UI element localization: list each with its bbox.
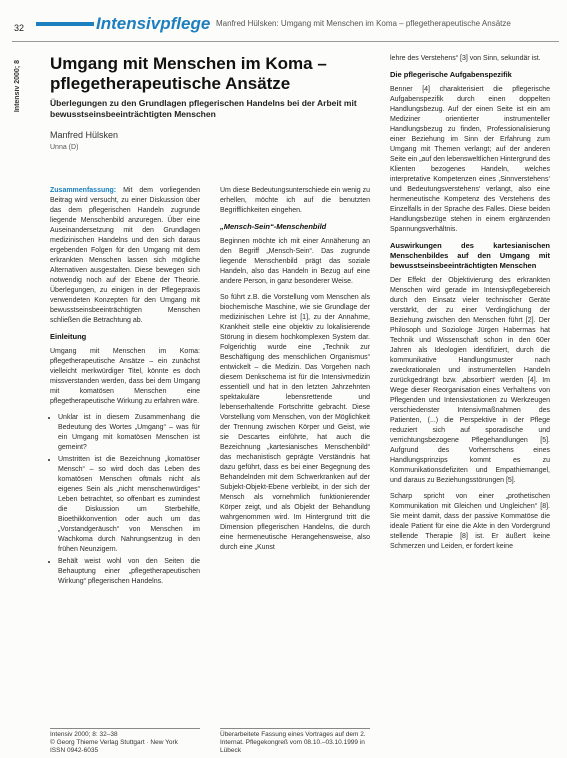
- footnote-text: Überarbeitete Fassung eines Vortrages auf dem 2. Internat. Pflegekongreß vom 08.10.–03.10.1999 in Lübeck: [220, 731, 366, 754]
- paragraph: Beginnen möchte ich mit einer Annäherung an den Begriff „Mensch-Sein“. Das zugrunde liegende Menschenbild prägt das soziale Handeln, also das Handeln in Bezug auf eine andere Person, in ganz besonderer Weise.: [220, 238, 370, 285]
- section-heading-intro: Einleitung: [50, 332, 87, 341]
- citation-footer: [50, 728, 200, 755]
- paragraph: Benner [4] charakterisiert die pflegerische Aufgabenspezifik durch einen doppelten Handlungsbezug. Auf der einen Seite ist ein am Mediziner orientierter instrumenteller Handlungsbezug zu finden, Professionalisierung einer Beziehung im Sinn der Erfahrung zum Umgang mit Themen verlangt; auf der anderen Seite ein „auf den lebensweltlichen Hintergrund des Klienten bezogenes Handeln, welches interpretative Kompetenzen eines ‚Sinnverstehens‘ und Bedeutungsverstehens‘ verlangt, also eine hermeneutische Kompetenz des Verstehens des Einzelfalls in der Sprache des Falles. Diese beiden Handlungsbezüge stehen in einem ergänzenden Spannungsverhältnis.: [390, 86, 550, 233]
- journal-citation-vertical: Intensiv 2000; 8: [14, 60, 21, 113]
- footnote: [220, 728, 370, 755]
- article-subtitle: Überlegungen zu den Grundlagen pflegerischen Handelns bei der Arbeit mit bewusstseinsbeeinträchtigten Menschen: [50, 98, 357, 119]
- paragraph: Scharp spricht von einer „prothetischen Kommunikation mit Gleichen und Ungleichen“ [8]. Sie meint damit, dass der passive Kommatöse die ideale Patient für eine die Akte in den Vordergrund stellende Therapie [8] ist. Er äußert keine Schmerzen und Leiden, er fordert keine: [390, 493, 550, 550]
- header-rule: [36, 22, 94, 26]
- header-divider: [12, 41, 559, 42]
- list-item: • Behält weist wohl von den Seiten die Behauptung einer „pflegetherapeutischen Wirkung“ pflegerischen Handelns.: [58, 557, 200, 587]
- author-name: Manfred Hülsken: [50, 130, 119, 140]
- column-2: [220, 186, 370, 559]
- list-item: • Umstritten ist die Bezeichnung „komatöser Mensch“ – so wird doch das Leben des komatösen Menschen oftmals nicht als eigenes Sein als „nicht menschenwürdiges“ Leben betrachtet, so offenbart es zumindest die Diskussion um Sterbehilfe, Bioethikkonvention oder auch um das „Vorstandgeräusch“ von Menschen im Wachkoma durch Nahrungsentzug in den frühen Neunzigern.: [58, 455, 200, 555]
- subheading-menschenbild: „Mensch-Sein“-Menschenbild: [220, 222, 327, 231]
- subheading-aufgabenspezifik: Die pflegerische Aufgabenspezifik: [390, 70, 512, 79]
- running-title: Manfred Hülsken: Umgang mit Menschen im Koma – pflegetherapeutische Ansätze: [216, 19, 511, 28]
- column-1: [50, 186, 200, 593]
- paragraph: Der Effekt der Objektivierung des erkrankten Menschen wird gerade im Intensivpflegebereich durch den Einsatz vieler technischer Geräte verstärkt, der zu einer Verdinglichung der Beziehung zwischen den Menschen führt [2]. Der Philosoph und Soziologe Jürgen Habermas hat Technik und Wissenschaft schon in den 60er Jahren als Ideologien identifiziert, durch die kommunikative Handlungsmuster nach zweckrationalen und instrumentellen Handeln zurückgedrängt bzw. ‚absorbiert‘ werden [4]. Im Wege dieser Reorganisation eines Verhaltens von Pflegenden und Intensivstationen zu Werkzeugen verschiedenster Intensivmaßnahmen des Patienten, (...) die Perspektive in der Pflege reduziert sich auf sporadische und verrichtungsbezogene Pflegehandlungen [5]. Aufgrund des Vorherrschens eines Handlungsprinzips kommt es zu Kommunikationsdefiziten und Empathiemangel, und daraus zu Beziehungsstörungen [5].: [390, 277, 550, 484]
- summary-label: Zusammenfassung:: [50, 187, 117, 194]
- author-affiliation: Unna (D): [50, 144, 79, 151]
- subheading-auswirkungen: Auswirkungen des kartesianischen Menschenbildes auf den Umgang mit bewusstseinsbeeinträchtigten Menschen: [390, 241, 550, 270]
- summary-paragraph: [50, 186, 200, 326]
- paragraph: lehre des Verstehens“ [3] von Sinn, sekundär ist.: [390, 55, 541, 62]
- paragraph: Um diese Bedeutungsunterschiede ein wenig zu erhellen, möchte ich auf die benutzten Begrifflichkeiten eingehen.: [220, 187, 370, 214]
- summary-text: Mit dem vorliegenden Beitrag wird versucht, zu einer Diskussion über das dem pflegerischen Handeln zugrunde liegende Menschenbild anzuregen. Über eine Auseinandersetzung mit den Grundlagen medizinischen Handelns und den sich daraus ergebenden Folgen für den Umgang mit dem erkrankten Menschen lassen sich mögliche Alternativen ausgestalten. Diese bewegen sich notwendig noch auf der Ebene der Theorie. Überlegungen, zu einigen in der Pflegepraxis verwendeten Konzepten für den Umgang mit bewusstseinsbeeinträchtigten Menschen schließen die Betrachtung ab.: [50, 187, 200, 324]
- column-3: [390, 54, 550, 558]
- article-title: Umgang mit Menschen im Koma – pflegetherapeutische Ansätze: [50, 54, 327, 93]
- page-header: [12, 14, 559, 40]
- intro-paragraph: Umgang mit Menschen im Koma: pflegetherapeutische Ansätze – ein zunächst vielleicht merkwürdiger Titel, könnte es doch missverstanden werden, dass bei dem Umgang mit komatösen Menschen eine pflegetherapeutische Wirkung zu erfahren wäre.: [50, 348, 200, 405]
- paragraph: So führt z.B. die Vorstellung vom Menschen als biochemische Maschine, wie sie Grundlage der medizinischen Lehre ist [1], zu der Annahme, Krankheit stelle eine objektiv zu lokalisierende Störung in diesem hochkomplexen System dar. Folgerichtig wurde eine „Technik zur Beschäftigung des menschlichen Organismus“ entwickelt – die Medizin. Das Vorgehen nach diesem Denkschema ist für die Intensivmedizin essentiell und hat in den letzten Jahrzehnten spektakuläre lebensrettende und lebenserhaltende Fortschritte gebracht. Diese Vorstellung vom Menschen, von der Möglichkeit der Trennung zwischen Körper und Geist, wie sie Descartes einführte, hat auch die Bezeichnung „kartesianisches Menschenbild“ das mechanistisch geprägte Verständnis hat dazu geführt, dass es bei einer Begegnung des Behandelnden mit dem Schwerkranken auf der Subjekt-Objekt-Ebene verbleibt, in der sich der Mensch als vornehmlich funktionierender Körper zeigt, und als Objekt der Behandlung wahrgenommen wird. Im Hintergrund tritt die Dimension pflegerischen Handelns, die durch eine hermeneutische Herangehensweise, also durch eine „Kunst: [220, 294, 370, 551]
- footer-citation-text: Intensiv 2000; 8: 32–38 © Georg Thieme Verlag Stuttgart · New York ISSN 0942-6035: [50, 731, 178, 754]
- journal-name: Intensivpflege: [96, 14, 211, 33]
- page-number: 32: [14, 23, 25, 33]
- list-item: • Unklar ist in diesem Zusammenhang die Bedeutung des Wortes „Umgang“ – was für ein Umgang mit komatösen Menschen ist gemeint?: [58, 413, 200, 453]
- bullet-list: [50, 413, 200, 587]
